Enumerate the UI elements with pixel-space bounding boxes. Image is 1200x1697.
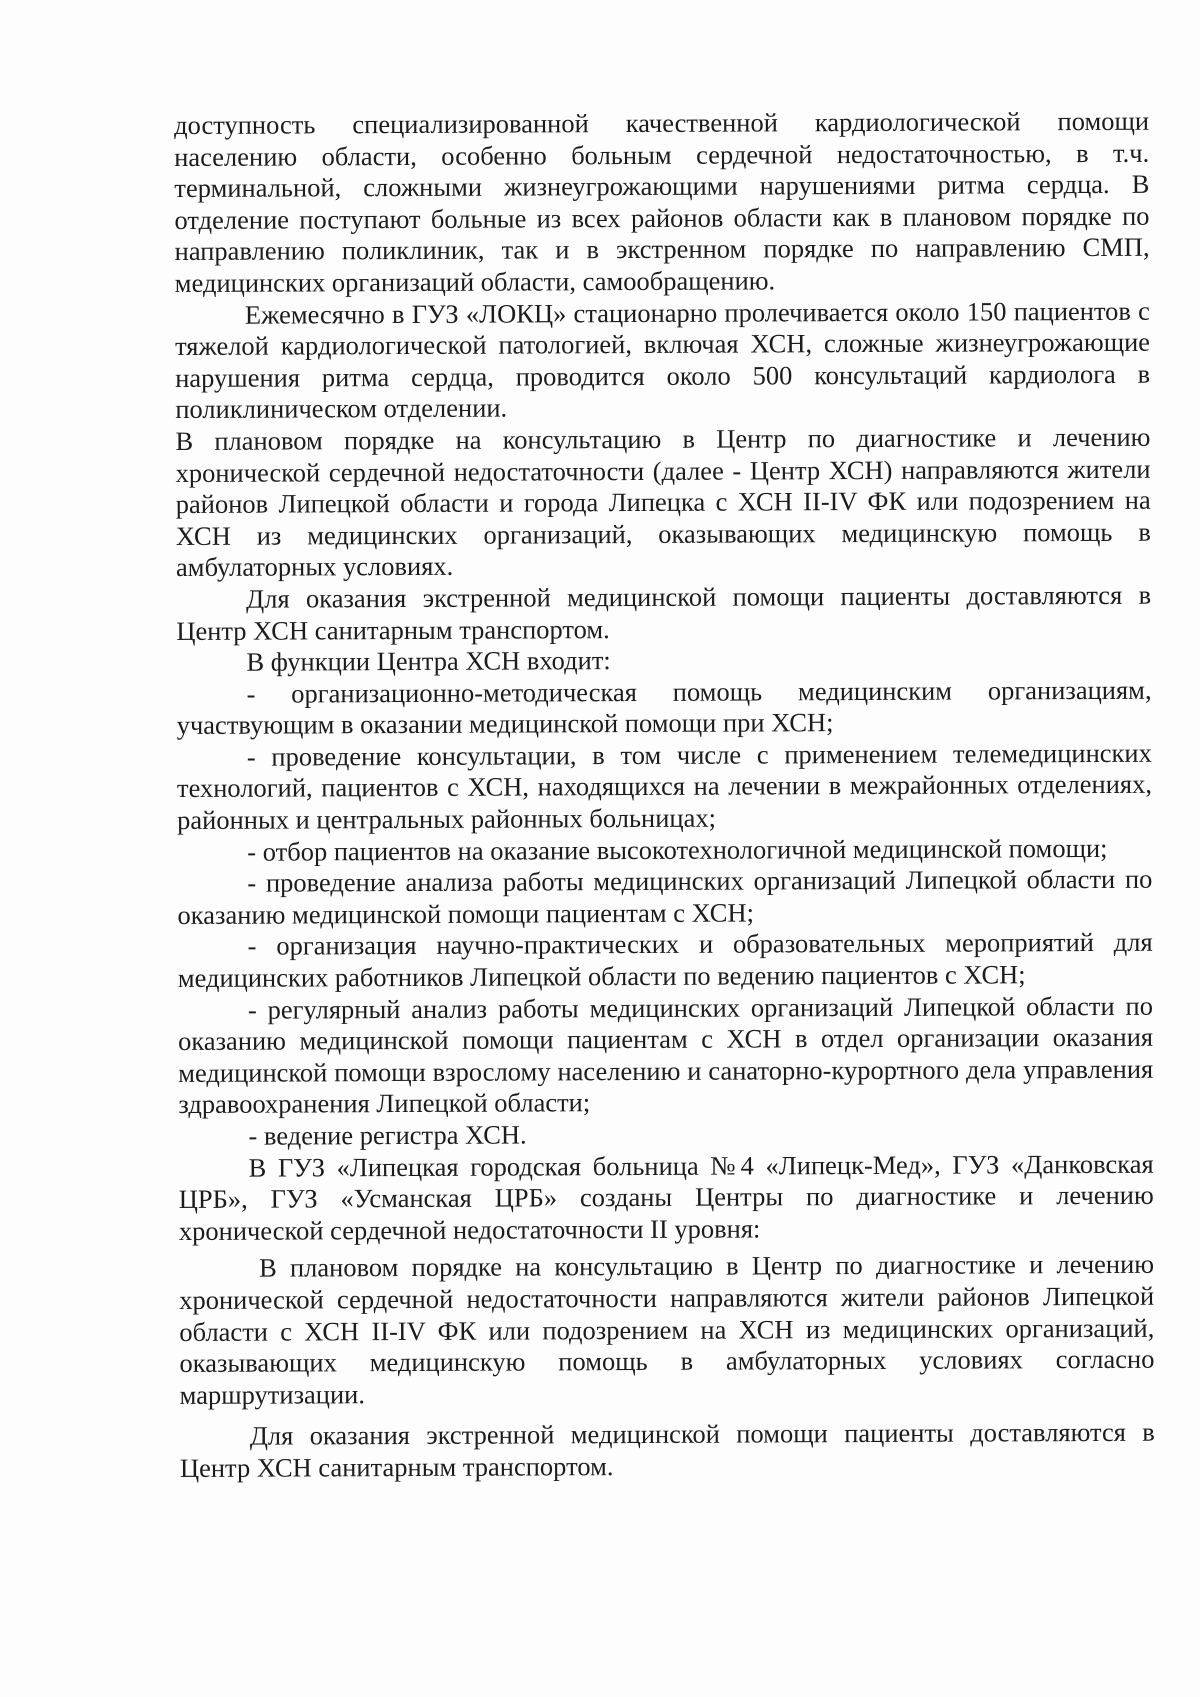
paragraph: Для оказания экстренной медицинской помощи пациенты доставляются в Центр ХСН санитарным транспортом. (176, 579, 1152, 646)
paragraph: Для оказания экстренной медицинской помощи пациенты доставляются в Центр ХСН санитарным транспортом. (179, 1417, 1155, 1483)
list-item: - организация научно-практических и образовательных мероприятий для медицинских работников Липецкой области по ведению пациентов с ХСН; (177, 927, 1153, 994)
list-item: - организационно-методическая помощь медицинским организациям, участвующим в оказании медицинской помощи при ХСН; (176, 674, 1152, 741)
paragraph: Ежемесячно в ГУЗ «ЛОКЦ» стационарно пролечивается около 150 пациентов с тяжелой кардиологической патологией, включая ХСН, сложные жизнеугрожающие нарушения ритма сердца, проводится около 500 консультаций кардиолога в поликлиническом отделении. (174, 295, 1151, 425)
paragraph: доступность специализированной качественной кардиологической помощи населению области, особенно больным сердечной недостаточностью, в т.ч. терминальной, сложными жизнеугрожающими нарушениями ритма сердца. В отделение поступают больные из всех районов области как в плановом порядке по направлению поликлиник, так и в экстренном порядке по направлению СМП, медицинских организаций области, самообращению. (174, 105, 1150, 298)
list-item: - отбор пациентов на оказание высокотехнологичной медицинской помощи; (247, 832, 1108, 867)
list-item: - проведение анализа работы медицинских организаций Липецкой области по оказанию медицинской помощи пациентам с ХСН; (177, 863, 1153, 930)
paragraph: В плановом порядке на консультацию в Центр по диагностике и лечению хронической сердечной недостаточности (далее - Центр ХСН) направляются жители районов Липецкой области и города Липецка с ХСН II-IV ФК или подозрением на ХСН из медицинских организаций, оказывающих медицинскую помощь в амбулаторных условиях. (175, 421, 1151, 583)
list-item: - проведение консультации, в том числе с применением телемедицинских технологий, пациентов с ХСН, находящихся на лечении в межрайонных отделениях, районных и центральных районных больницах; (176, 737, 1153, 836)
paragraph: В ГУЗ «Липецкая городская больница №4 «Липецк-Мед», ГУЗ «Данковская ЦРБ», ГУЗ «Усманская ЦРБ» созданы Центры по диагностике и лечению хронической сердечной недостаточности II уровня: (178, 1148, 1154, 1246)
document-body (174, 106, 1155, 1485)
paragraph: В плановом порядке на консультацию в Центр по диагностике и лечению хронической сердечной недостаточности направляются жители районов Липецкой области с ХСН II-IV ФК или подозрением на ХСН из медицинских организаций, оказывающих медицинскую помощь в амбулаторных условиях согласно маршрутизации. (179, 1249, 1155, 1410)
list-item: - регулярный анализ работы медицинских организаций Липецкой области по оказанию медицинской помощи пациентам с ХСН в отдел организации оказания медицинской помощи взрослому населению и санаторно-курортного дела управления здравоохранения Липецкой области; (177, 990, 1154, 1120)
paragraph: В функции Центра ХСН входит: (246, 645, 611, 677)
list-item: - ведение регистра ХСН. (248, 1119, 527, 1151)
